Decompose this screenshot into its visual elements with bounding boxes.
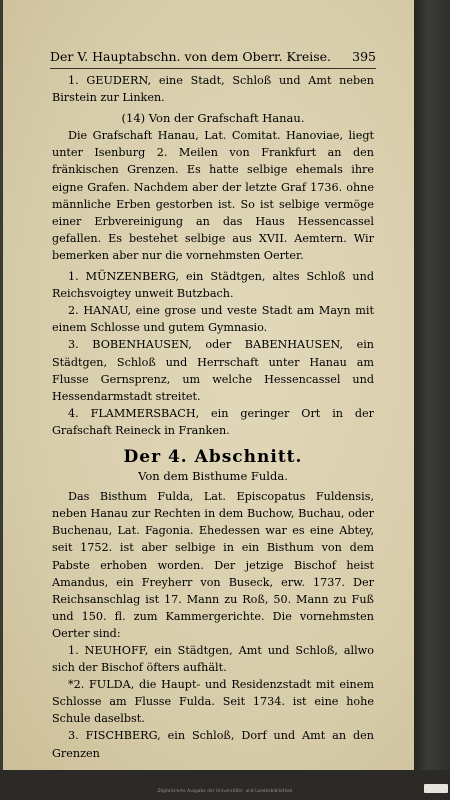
library-logo-icon	[424, 784, 448, 793]
running-head	[50, 49, 376, 63]
page-number: 395	[352, 49, 376, 64]
page-edge-shadow	[414, 0, 450, 770]
paragraph-fischberg: 3. FISCHBERG, ein Schloß, Dorf und Amt an den Grenzen	[52, 729, 374, 760]
footer-text: Digitalisierte Ausgabe der Universitäts- und Landesbibliothek	[157, 788, 293, 793]
chapter-title: Der 4. Abschnitt.	[123, 446, 303, 467]
paragraph-muenzenberg: 1. MÜNZENBERG, ein Städtgen, altes Schloß und Reichsvoigtey unweit Butzbach.	[52, 270, 374, 301]
paragraph-fulda: *2. FULDA, die Haupt- und Residenzstadt mit einem Schlosse am Flusse Fulda. Seit 1734. ist eine hohe Schule daselbst.	[52, 678, 374, 726]
header-rule	[50, 68, 376, 69]
paragraph-hanau: 2. HANAU, eine grose und veste Stadt am Mayn mit einem Schlosse und gutem Gymnasio.	[52, 304, 374, 335]
chapter-subtitle: Von dem Bisthume Fulda.	[138, 469, 288, 484]
running-head-title: Der V. Hauptabschn. von dem Oberr. Kreise.	[50, 49, 332, 64]
paragraph-geudern: 1. GEUDERN, eine Stadt, Schloß und Amt neben Birstein zur Linken.	[52, 74, 374, 105]
section-heading-hanau: (14) Von der Grafschaft Hanau.	[121, 111, 305, 126]
viewer-footer	[0, 770, 450, 800]
paragraph-bobenhausen: 3. BOBENHAUSEN, oder BABENHAUSEN, ein Städtgen, Schloß und Herrschaft unter Hanau am Flusse Gernsprenz, um welche Hessencassel und Hessendarmstadt streitet.	[52, 338, 374, 403]
paragraph-grafschaft-hanau: Die Grafschaft Hanau, Lat. Comitat. Hanoviae, liegt unter Isenburg 2. Meilen von Frankfurt an den fränkischen Grenzen. Es hatte selbige ehemals ihre eigne Grafen. Nachdem aber der letzte Graf 1736. ohne männliche Erben gestorben ist. So ist selbige vermöge einer Erbvereinigung an das Haus Hessencassel gefallen. Es bestehet selbige aus XVII. Aemtern. Wir bemerken aber nur die vornehmsten Oerter.	[52, 129, 374, 262]
paragraph-flammersbach: 4. FLAMMERSBACH, ein geringer Ort in der Grafschaft Reineck in Franken.	[52, 406, 374, 437]
page-body	[52, 72, 374, 762]
paragraph-neuhoff: 1. NEUHOFF, ein Städtgen, Amt und Schloß, allwo sich der Bischof öfters aufhält.	[52, 644, 374, 675]
paragraph-bisthum-fulda: Das Bisthum Fulda, Lat. Episcopatus Fuldensis, neben Hanau zur Rechten in dem Buchow, Buchau, oder Buchenau, Lat. Fagonia. Ehedessen war es eine Abtey, seit 1752. ist aber selbige in ein Bisthum von dem Pabste erhoben worden. Der jetzige Bischof heist Amandus, ein Freyherr von Buseck, erw. 1737. Der Reichsanschlag ist 17. Mann zu Roß, 50. Mann zu Fuß und 150. fl. zum Kammergerichte. Die vornehmsten Oerter sind:	[52, 490, 374, 640]
